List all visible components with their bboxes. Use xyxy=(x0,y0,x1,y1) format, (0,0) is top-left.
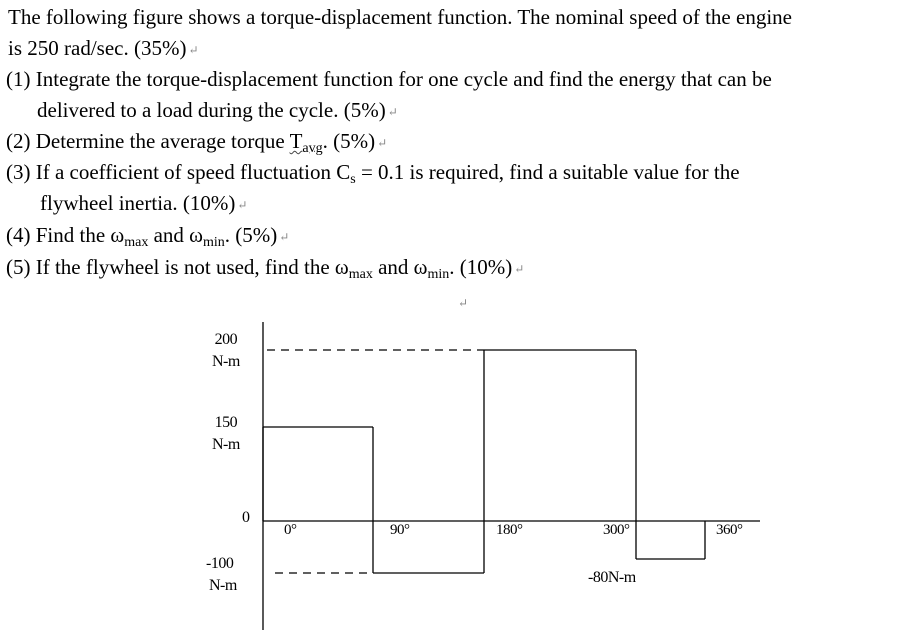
x-tick-0: 0° xyxy=(284,522,297,538)
y-label-200 xyxy=(212,329,240,373)
y-value-150: 150 xyxy=(214,414,238,431)
y-value-minus-100: -100 xyxy=(206,555,234,572)
cs-subscript: s xyxy=(350,172,356,187)
t-symbol: T xyxy=(289,129,303,153)
x-tick-300: 300° xyxy=(603,522,630,538)
y-unit-minus-100: N-m xyxy=(209,577,237,594)
return-mark-icon: ↵ xyxy=(387,105,398,120)
question-3-suffix: = 0.1 is required, find a suitable value for the xyxy=(355,160,740,184)
question-5-mid: and ω xyxy=(372,255,428,279)
avg-subscript: avg xyxy=(302,141,323,156)
question-2-prefix: (2) Determine the average torque xyxy=(6,129,290,153)
y-unit-150: N-m xyxy=(212,436,240,453)
question-1-text-1: (1) Integrate the torque-displacement function for one cycle and find the energy that can be xyxy=(6,67,772,91)
x-tick-360: 360° xyxy=(716,522,743,538)
y-label-150 xyxy=(212,412,240,456)
intro-text-1: The following figure shows a torque-displacement function. The nominal speed of the engine xyxy=(8,5,792,29)
y-unit-200: N-m xyxy=(212,353,240,370)
y-value-200: 200 xyxy=(214,331,238,348)
y-label-0 xyxy=(242,507,250,529)
x-tick-180: 180° xyxy=(496,522,523,538)
min-subscript: min xyxy=(427,267,450,282)
y-label-minus-100 xyxy=(206,553,237,597)
return-mark-icon: ↵ xyxy=(458,296,469,311)
question-4-prefix: (4) Find the ω xyxy=(6,223,125,247)
question-5-prefix: (5) If the flywheel is not used, find the ω xyxy=(6,255,349,279)
question-4-mid: and ω xyxy=(148,223,203,247)
intro-text-2: is 250 rad/sec. (35%) xyxy=(8,36,187,60)
return-mark-icon: ↵ xyxy=(514,262,525,277)
question-5-suffix: . (10%) xyxy=(449,255,513,279)
question-2-suffix: . (5%) xyxy=(322,129,376,153)
return-mark-icon: ↵ xyxy=(279,230,290,245)
return-mark-icon: ↵ xyxy=(377,136,388,151)
min-subscript: min xyxy=(203,235,225,250)
return-mark-icon: ↵ xyxy=(237,198,248,213)
question-4-suffix: . (5%) xyxy=(224,223,278,247)
max-subscript: max xyxy=(348,267,373,282)
annotation-minus-80: -80N-m xyxy=(588,569,636,586)
return-mark-icon: ↵ xyxy=(188,43,199,58)
question-3-prefix: (3) If a coefficient of speed fluctuation C xyxy=(6,160,351,184)
x-tick-90: 90° xyxy=(390,522,410,538)
y-value-0: 0 xyxy=(242,509,250,526)
question-3-text-2: flywheel inertia. (10%) xyxy=(40,191,236,215)
max-subscript: max xyxy=(124,235,149,250)
question-1-text-2: delivered to a load during the cycle. (5%) xyxy=(37,98,386,122)
